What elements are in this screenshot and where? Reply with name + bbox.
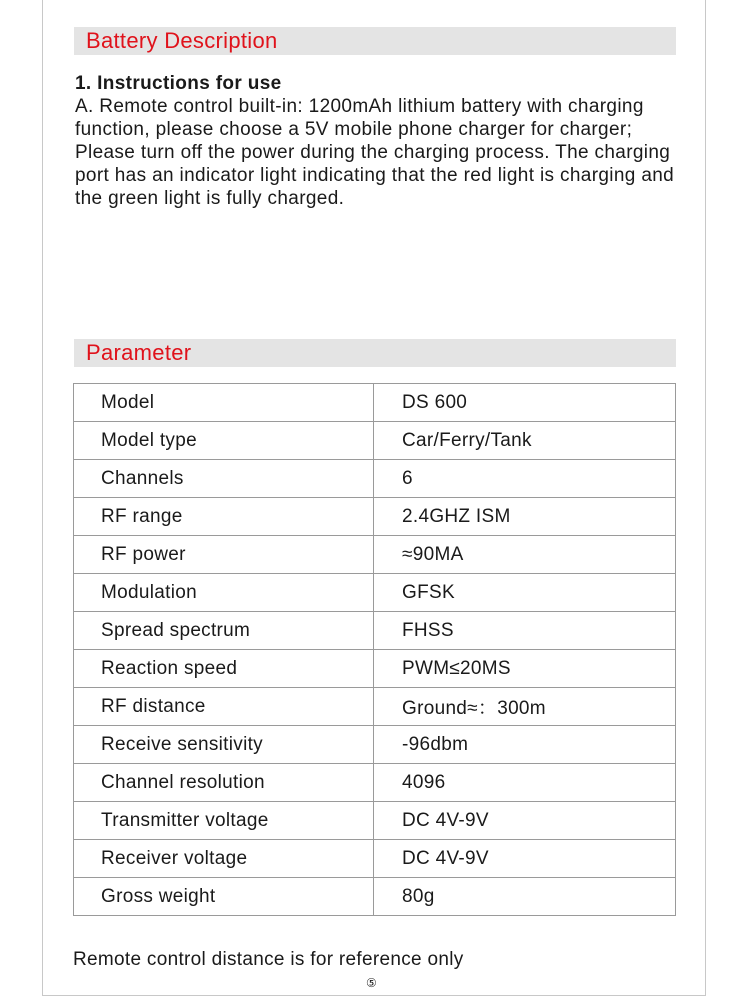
footnote: Remote control distance is for reference only	[73, 949, 464, 970]
page-number: ⑤	[366, 976, 377, 990]
parameter-label: Gross weight	[74, 878, 374, 916]
parameter-value: 2.4GHZ ISM	[374, 498, 676, 536]
table-row	[74, 802, 676, 840]
table-row	[74, 650, 676, 688]
parameter-label: Channel resolution	[74, 764, 374, 802]
table-row	[74, 498, 676, 536]
table-row	[74, 840, 676, 878]
parameter-label: RF distance	[74, 688, 374, 726]
parameter-value: PWM≤20MS	[374, 650, 676, 688]
parameter-value: DS 600	[374, 384, 676, 422]
parameter-label: Receiver voltage	[74, 840, 374, 878]
parameter-label: Spread spectrum	[74, 612, 374, 650]
parameter-label: Reaction speed	[74, 650, 374, 688]
instructions-heading: 1. Instructions for use	[75, 73, 282, 94]
table-row	[74, 688, 676, 726]
parameter-value: Car/Ferry/Tank	[374, 422, 676, 460]
parameter-value: 80g	[374, 878, 676, 916]
parameter-value: GFSK	[374, 574, 676, 612]
parameter-value: ≈90MA	[374, 536, 676, 574]
parameter-label: Receive sensitivity	[74, 726, 374, 764]
instructions-body: A. Remote control built-in: 1200mAh lithium battery with charging function, please choose a 5V mobile phone charger for charger; Please turn off the power during the charging process. The charging port has an indicator light indicating that the red light is charging and the green light is fully charged.	[75, 96, 675, 209]
parameter-value: 4096	[374, 764, 676, 802]
parameter-label: Model	[74, 384, 374, 422]
parameter-label: Model type	[74, 422, 374, 460]
table-row	[74, 422, 676, 460]
table-row	[74, 878, 676, 916]
table-row	[74, 536, 676, 574]
table-row	[74, 574, 676, 612]
table-row	[74, 384, 676, 422]
parameter-label: Channels	[74, 460, 374, 498]
table-row	[74, 726, 676, 764]
parameter-value: 6	[374, 460, 676, 498]
parameter-label: Modulation	[74, 574, 374, 612]
parameter-label: RF power	[74, 536, 374, 574]
table-row	[74, 460, 676, 498]
parameter-header: Parameter	[74, 339, 676, 367]
parameter-value: DC 4V-9V	[374, 802, 676, 840]
parameter-value: Ground≈：300m	[374, 688, 676, 726]
table-row	[74, 612, 676, 650]
table-row	[74, 764, 676, 802]
parameter-table	[73, 383, 676, 916]
parameter-value: -96dbm	[374, 726, 676, 764]
parameter-value: DC 4V-9V	[374, 840, 676, 878]
parameter-label: RF range	[74, 498, 374, 536]
battery-description-header: Battery Description	[74, 27, 676, 55]
parameter-label: Transmitter voltage	[74, 802, 374, 840]
parameter-value: FHSS	[374, 612, 676, 650]
instructions-block	[75, 72, 685, 210]
